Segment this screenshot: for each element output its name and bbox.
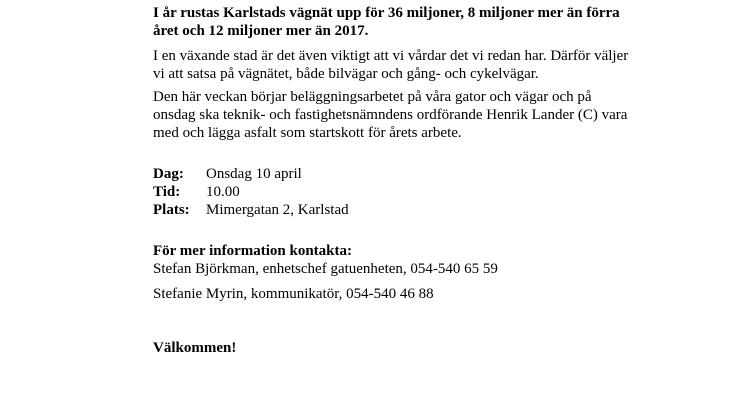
contact-person-2: Stefanie Myrin, kommunikatör, 054-540 46 88 [153,286,434,302]
detail-row-time [153,183,633,201]
day-value: Onsdag 10 april [206,166,302,182]
time-label: Tid: [153,184,181,200]
body-paragraph-1: I en växande stad är det även viktigt att vi vårdar det vi redan har. Därför väljer vi att satsa på vägnätet, både bilvägar och gång- och cykelvägar. [153,48,629,82]
contact-person-1: Stefan Björkman, enhetschef gatuenheten, 054-540 65 59 [153,261,498,277]
contact-heading: För mer information kontakta: [153,243,353,259]
day-label: Dag: [153,166,184,182]
closing-greeting: Välkommen! [153,340,237,356]
body-paragraph-2: Den här veckan börjar beläggningsarbetet på våra gator och vägar och på onsdag ska teknik- och fastighetsnämndens ordförande Henrik Lander (C) vara med och lägga asfalt som startskott för årets arbete. [153,89,628,141]
detail-row-place [153,201,633,219]
place-label: Plats: [153,202,190,218]
event-details [153,165,633,219]
detail-row-day [153,165,633,183]
lead-paragraph: I år rustas Karlstads vägnät upp för 36 miljoner, 8 miljoner mer än förra året och 12 miljoner mer än 2017. [153,5,620,39]
place-value: Mimergatan 2, Karlstad [206,202,349,218]
time-value: 10.00 [206,184,240,200]
